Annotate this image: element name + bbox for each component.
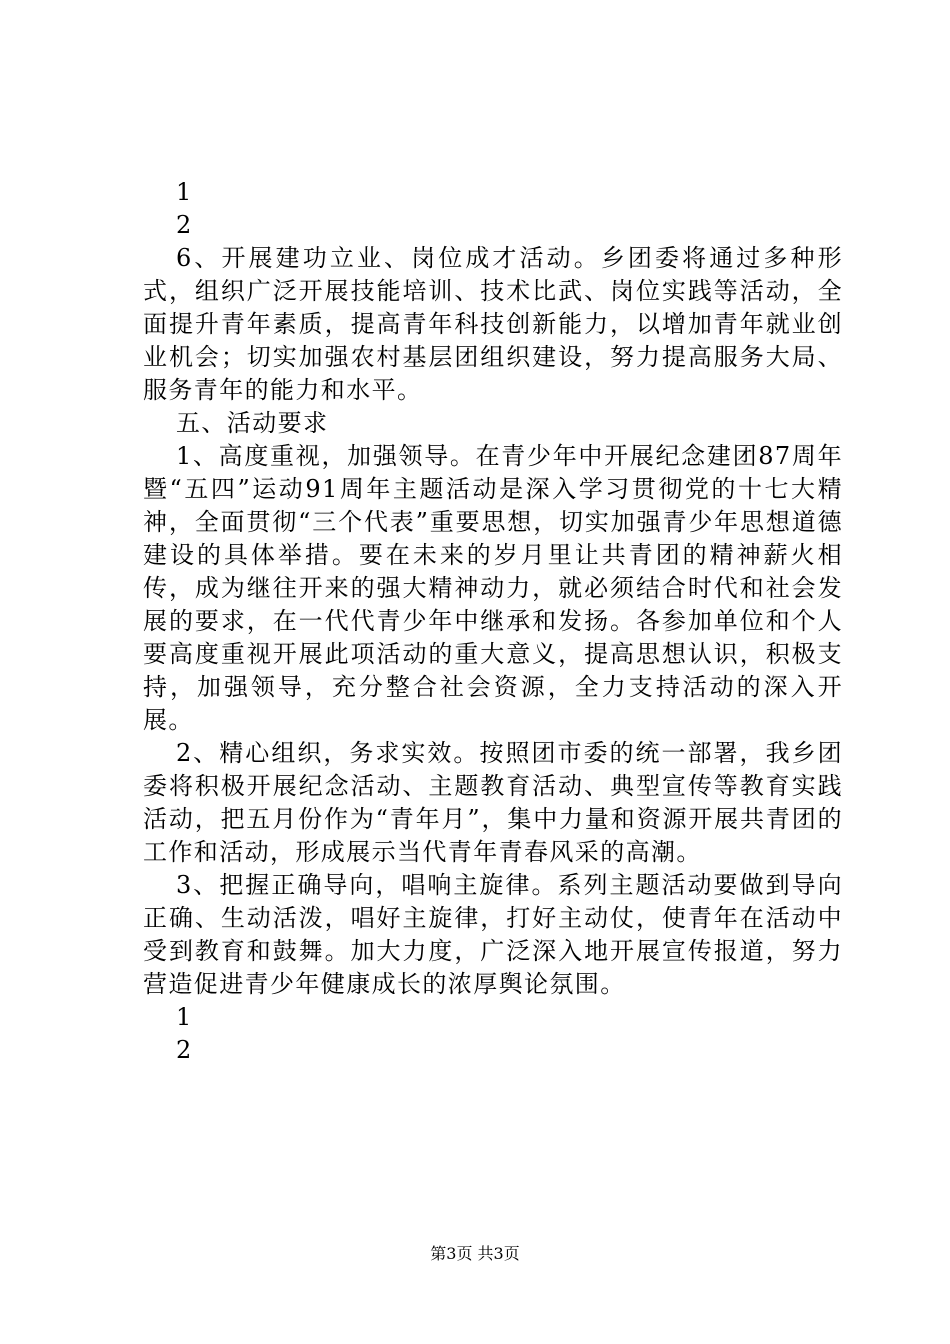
section-5-heading: 五、活动要求 xyxy=(176,409,329,437)
paragraph-6: 6、开展建功立业、岗位成才活动。乡团委将通过多种形式，组织广泛开展技能培训、技术比武、岗位实践等活动，全面提升青年素质，提高青年科技创新能力，以增加青年就业创业机会；切实加强农村基层团组织建设，努力提高服务大局、服务青年的能力和水平。 xyxy=(143,244,843,404)
bottom-number-1: 1 xyxy=(176,1003,193,1031)
requirement-2: 2、精心组织，务求实效。按照团市委的统一部署，我乡团委将积极开展纪念活动、主题教育活动、典型宣传等教育实践活动，把五月份作为“青年月”，集中力量和资源开展共青团的工作和活动，形成展示当代青年青春风采的高潮。 xyxy=(143,739,843,866)
top-number-2: 2 xyxy=(176,211,193,239)
top-number-1: 1 xyxy=(176,178,193,206)
requirement-3: 3、把握正确导向，唱响主旋律。系列主题活动要做到导向正确、生动活泼，唱好主旋律，打好主动仗，使青年在活动中受到教育和鼓舞。加大力度，广泛深入地开展宣传报道，努力营造促进青少年健康成长的浓厚舆论氛围。 xyxy=(143,871,843,998)
document-body xyxy=(143,176,843,1067)
requirement-1: 1、高度重视，加强领导。在青少年中开展纪念建团87周年暨“五四”运动91周年主题活动是深入学习贯彻党的十七大精神，全面贯彻“三个代表”重要思想，切实加强青少年思想道德建设的具体举措。要在未来的岁月里让共青团的精神薪火相传，成为继往开来的强大精神动力，就必须结合时代和社会发展的要求，在一代代青少年中继承和发扬。各参加单位和个人要高度重视开展此项活动的重大意义，提高思想认识，积极支持，加强领导，充分整合社会资源，全力支持活动的深入开展。 xyxy=(143,442,843,734)
bottom-number-2: 2 xyxy=(176,1036,193,1064)
page-footer: 第3页 共3页 xyxy=(430,1244,520,1263)
